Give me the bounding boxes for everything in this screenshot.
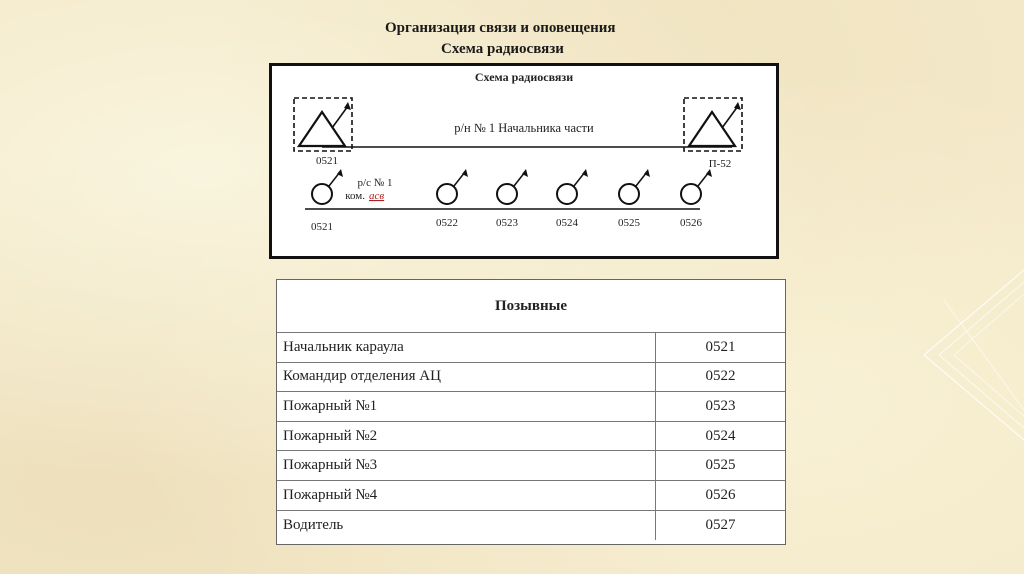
subnet-label-abbr: асв <box>369 190 385 202</box>
subnet-label-line1: р/с № 1 <box>357 177 393 189</box>
table-row <box>277 333 785 363</box>
table-row <box>277 363 785 393</box>
scheme-inner-title: Схема радиосвязи <box>474 70 574 84</box>
page-title <box>385 18 705 60</box>
station-code: 0522 <box>436 217 458 229</box>
callsign-role: Начальник караула <box>277 333 656 362</box>
callsign-code: 0521 <box>705 338 736 355</box>
radio-scheme-svg <box>272 66 776 256</box>
decorative-lines <box>884 260 1024 450</box>
mobile-station-icon <box>312 169 343 204</box>
callsign-role: Пожарный №4 <box>277 481 656 510</box>
callsign-role: Водитель <box>277 511 656 541</box>
callsign-code: 0526 <box>705 486 736 503</box>
mobile-station-icon <box>437 169 468 204</box>
table-row <box>277 422 785 452</box>
table-row <box>277 451 785 481</box>
callsign-role: Пожарный №2 <box>277 422 656 451</box>
callsign-code: 0527 <box>705 516 736 533</box>
subnet-label-prefix: ком. <box>345 190 365 202</box>
station-code: 0526 <box>680 217 702 229</box>
callsign-role: Пожарный №3 <box>277 451 656 480</box>
mobile-station-icon <box>557 169 588 204</box>
right-base-station-icon <box>684 98 742 151</box>
title-line-2: Схема радиосвязи <box>441 41 564 57</box>
callsign-table-header: Позывные <box>494 297 568 314</box>
station-code: 0523 <box>496 217 518 229</box>
station-code: 0524 <box>556 217 578 229</box>
table-row <box>277 392 785 422</box>
right-station-code: П-52 <box>708 158 732 170</box>
mobile-station-icon <box>497 169 528 204</box>
callsign-code: 0523 <box>705 397 736 414</box>
left-base-station-icon <box>294 98 352 151</box>
table-row <box>277 481 785 511</box>
mobile-station-icon <box>681 169 712 204</box>
callsign-role: Командир отделения АЦ <box>277 363 656 392</box>
left-station-code: 0521 <box>316 155 338 167</box>
callsign-role: Пожарный №1 <box>277 392 656 421</box>
callsign-code: 0524 <box>705 427 736 444</box>
callsign-code: 0522 <box>705 368 736 385</box>
station-code: 0525 <box>618 217 640 229</box>
radio-scheme-diagram <box>269 63 779 259</box>
network-label: р/н № 1 Начальника части <box>454 121 594 135</box>
mobile-station-icon <box>619 169 650 204</box>
callsign-rows <box>277 332 785 540</box>
callsign-table <box>276 279 786 545</box>
title-line-1: Организация связи и оповещения <box>385 20 616 36</box>
station-code: 0521 <box>311 221 333 233</box>
table-row <box>277 511 785 541</box>
callsign-code: 0525 <box>705 457 736 474</box>
